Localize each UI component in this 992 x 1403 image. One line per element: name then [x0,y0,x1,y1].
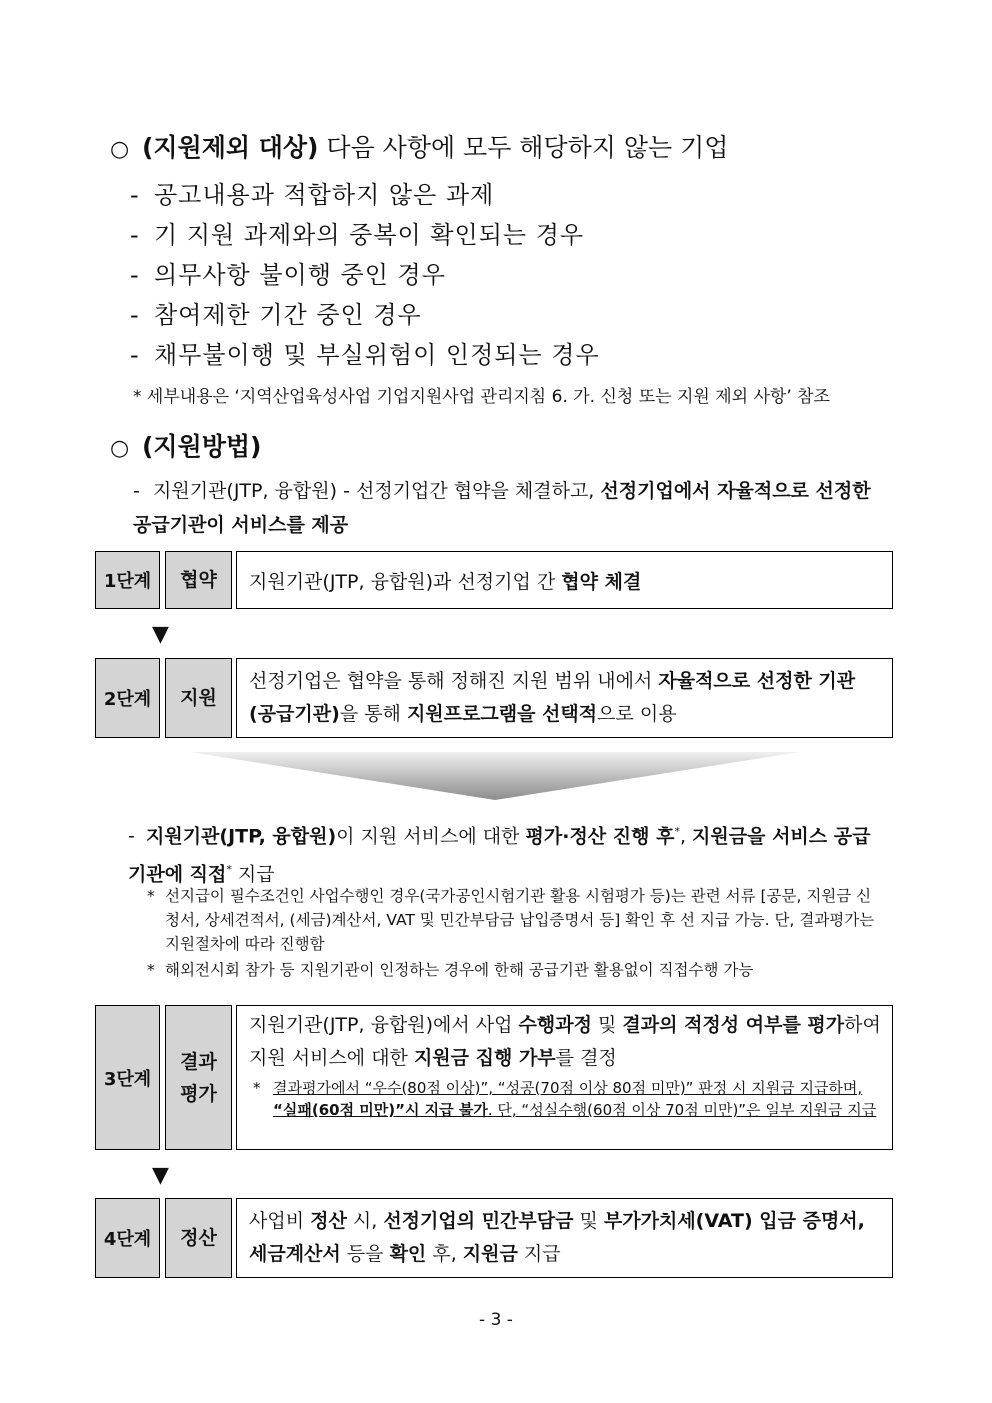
step-1-category: 협약 [165,551,232,609]
exclusion-heading-rest: 다음 사항에 모두 해당하지 않는 기업 [318,133,729,162]
payment-description: - 지원기관(JTP, 융합원)이 지원 서비스에 대한 평가·정산 진행 후*, 지원금을 서비스 공급기관에 직접* 지급 [128,825,871,886]
step-1-content: 지원기관(JTP, 융합원)과 선정기업 간 협약 체결 [236,551,893,609]
method-heading: (지원방법) [142,432,262,461]
step-3-category: 결과 평가 [165,1005,232,1150]
payment-note: * 해외전시회 참가 등 지원기관이 인정하는 경우에 한해 공급기관 활용없이 직접수행 가능 [147,961,754,979]
exclusion-note: * 세부내용은 ‘지역산업육성사업 기업지원사업 관리지침 6. 가. 신청 또는 지원 제외 사항’ 참조 [133,387,830,407]
arrow-down-icon: ▼ [152,1163,169,1188]
exclusion-item: - 공고내용과 적합하지 않은 과제 [130,181,495,209]
exclusion-item: - 채무불이행 및 부실위험이 인정되는 경우 [130,341,600,369]
step-2-label: 2단계 [95,658,160,738]
step-4-content: 사업비 정산 시, 선정기업의 민간부담금 및 부가가치세(VAT) 입금 증명서, 세금계산서 등을 확인 후, 지원금 지급 [236,1198,893,1278]
step-2-category: 지원 [165,658,232,738]
page-number: - 3 - [479,1310,513,1330]
method-heading-line [110,427,261,463]
circle-bullet-icon: ○ [110,436,130,461]
step-2-content: 선정기업은 협약을 통해 정해진 지원 범위 내에서 자율적으로 선정한 기관(공급기관)을 통해 지원프로그램을 선택적으로 이용 [236,658,893,738]
method-description: - 지원기관(JTP, 융합원) - 선정기업간 협약을 체결하고, 선정기업에서 자율적으로 선정한 공급기관이 서비스를 제공 [133,480,871,536]
step-4-category: 정산 [165,1198,232,1278]
exclusion-item: - 의무사항 불이행 중인 경우 [130,261,446,289]
exclusion-heading-line [110,128,728,164]
step-4-label: 4단계 [95,1198,160,1278]
step-3-label: 3단계 [95,1005,160,1150]
exclusion-item: - 참여제한 기간 중인 경우 [130,301,422,329]
step-3-content: 지원기관(JTP, 융합원)에서 사업 수행과정 및 결과의 적정성 여부를 평가하여 지원 서비스에 대한 지원금 집행 가부를 결정 * 결과평가에서 “우수(80점 이상)”, “성공(70점 이상 80점 미만)” 판정 시 지원금 지급하며, “실패(60점 미만)”시 지급 불가. 단, “성실수행(60점 이상 70점 미만)”은 일부 지원금 지급 [236,1005,893,1150]
step-3-note: * 결과평가에서 “우수(80점 이상)”, “성공(70점 이상 80점 미만)” 판정 시 지원금 지급하며, “실패(60점 미만)”시 지급 불가. 단, “성실수행(60점 이상 70점 미만)”은 일부 지원금 지급 [253,1079,877,1119]
arrow-down-icon: ▼ [152,622,169,647]
exclusion-heading: (지원제외 대상) [142,133,319,162]
circle-bullet-icon: ○ [110,137,130,162]
step-1-label: 1단계 [95,551,160,609]
exclusion-item: - 기 지원 과제와의 중복이 확인되는 경우 [130,221,585,249]
payment-note: * 선지급이 필수조건인 사업수행인 경우(국가공인시험기관 활용 시험평가 등)는 관련 서류 [공문, 지원금 신청서, 상세견적서, (세금)계산서, VAT 및 민간부담금 납입증명서 등] 확인 후 선 지급 가능. 단, 결과평가는 지원절차에 따라 진행함 [147,887,875,953]
funnel-arrow-graphic [190,750,800,802]
